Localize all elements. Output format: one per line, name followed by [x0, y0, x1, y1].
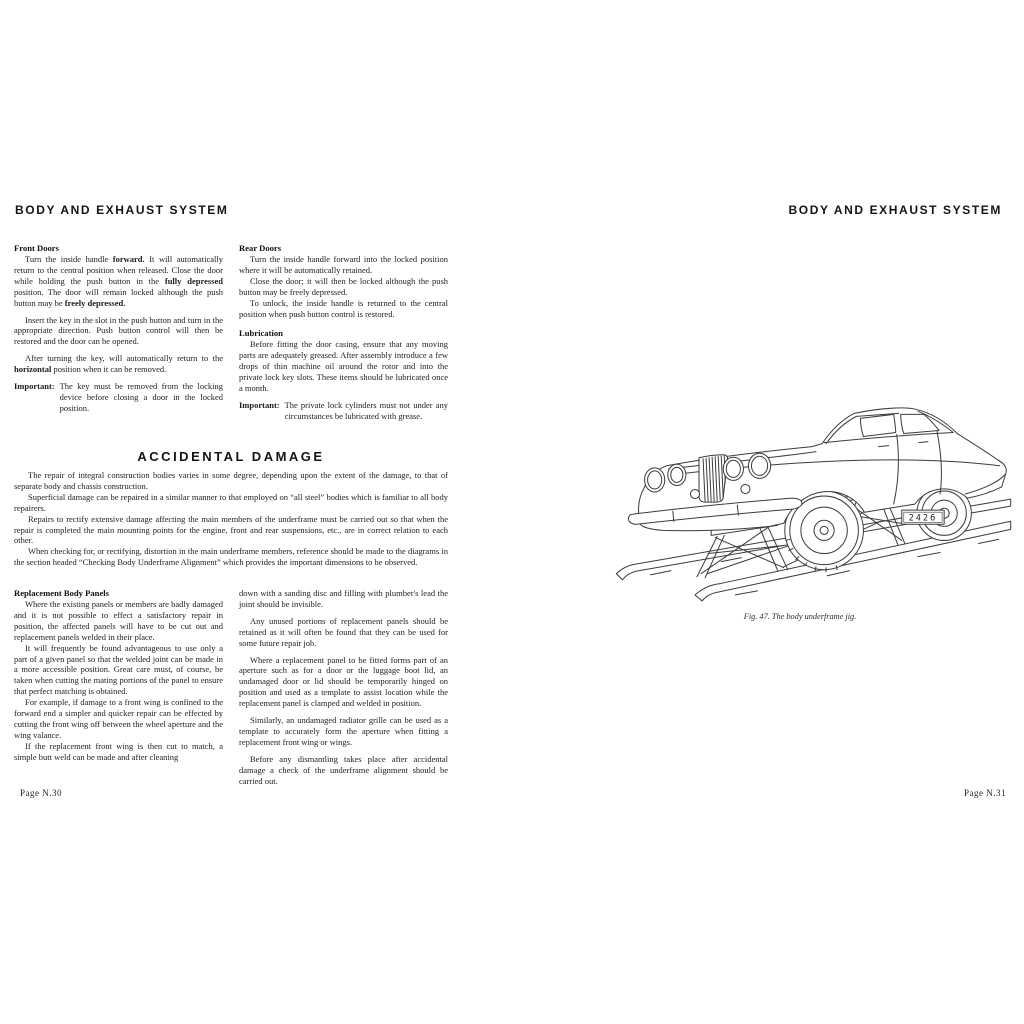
front-doors-section [14, 243, 223, 422]
replacement-panels-paragraph-8: Similarly, an undamaged radiator grille can be used as a template to accurately form the aperture when fitting a replacement front wing or wings. [239, 715, 448, 747]
rear-doors-paragraph-2: Close the door; it will then be locked although the push button may be freely depressed. [239, 275, 448, 297]
front-doors-paragraph-1: Turn the inside handle forward. It will automatically return to the central position when released. Close the door while holding the push button in the fully depressed position. The door will remain locked although the push button may be freely depressed. [14, 254, 223, 308]
replacement-panels-paragraph-6: Any unused portions of replacement panels should be retained as it will often be found that they can be used for some future repair job. [239, 615, 448, 648]
accidental-damage-paragraph-4: When checking for, or rectifying, distortion in the main underframe members, reference should be made to the diagrams in the section headed “Checking Body Underframe Alignment” which provides the important dimensions to be observed. [14, 546, 448, 568]
important-text: The key must be removed from the locking device before closing a door in the locked position. [59, 381, 223, 413]
replacement-panels-paragraph-2: It will frequently be found advantageous to use only a part of a given panel so that the welded joint can be made in a more accessible position. Great care must, of course, be taken when cutting the mating portions of the panel to ensure that perfect matching is obtained. [14, 642, 223, 697]
lubrication-important-note [239, 400, 448, 422]
figure-caption: Fig. 47. The body underframe jig. [743, 612, 857, 621]
body-underframe-jig-illustration [610, 372, 1014, 606]
fog-lamp-left [690, 490, 699, 499]
left-page-number: Page N.30 [20, 788, 62, 798]
front-doors-paragraph-2: Insert the key in the slot in the push button and turn in the appropriate direction. Push button control will then be restored and the door can be opened. [14, 314, 223, 347]
left-page-header: BODY AND EXHAUST SYSTEM [15, 203, 229, 217]
lubrication-heading: Lubrication [239, 328, 283, 339]
radiator-grille [699, 455, 728, 502]
front-doors-heading: Front Doors [14, 243, 59, 253]
replacement-panels-paragraph-9: Before any dismantling takes place after accidental damage a check of the underframe alignment should be carried out. [239, 753, 448, 786]
important-label: Important: [14, 381, 55, 392]
accidental-damage-heading: ACCIDENTAL DAMAGE [137, 449, 325, 464]
replacement-panels-column-left [14, 588, 223, 787]
front-doors-paragraph-3: After turning the key, will automatically return to the horizontal position when it can be removed. [14, 353, 223, 375]
front-doors-important-note [14, 381, 223, 414]
rear-doors-paragraph-3: To unlock, the inside handle is returned to the central position when push button control is restored. [239, 297, 448, 319]
jig-near-rail-flange [735, 539, 998, 594]
replacement-panels-paragraph-1: Where the existing panels or members are badly damaged and it is not possible to effect a satisfactory repair in position, the affected panels will have to be cut out and replacement panels welded in their place. [14, 599, 223, 642]
replacement-panels-heading: Replacement Body Panels [14, 588, 110, 598]
replacement-panels-paragraph-7: Where a replacement panel to be fitted forms part of an aperture such as for a door or the luggage boot lid, an undamaged door or lid should be temporarily hinged on position and used as a template to assist location while the replacement panel is clamped and welded in position. [239, 654, 448, 709]
figure-label: 2426 [908, 513, 938, 524]
rear-doors-paragraph-1: Turn the inside handle forward into the locked position where it will be automatically retained. [239, 254, 448, 275]
right-page-header: BODY AND EXHAUST SYSTEM [788, 203, 1002, 217]
fog-lamp-right [741, 484, 750, 493]
replacement-panels-paragraph-3: For example, if damage to a front wing is confined to the forward end a simpler and quicker repair can be effected by cutting the front wing off between the wheel aperture and the wing valance. [14, 697, 223, 740]
accidental-damage-paragraph-1: The repair of integral construction bodies varies in some degree, depending upon the extent of the damage, to that of separate body and chassis construction. [14, 470, 448, 491]
accidental-damage-paragraph-2: Superficial damage can be repaired in a similar manner to that employed on “all steel” bodies which is familiar to all body repairers. [14, 491, 448, 513]
underframe-jig-figure [610, 372, 1014, 606]
rear-doors-heading: Rear Doors [239, 243, 282, 253]
bottom-columns [14, 588, 448, 787]
lubrication-paragraph-1: Before fitting the door casing, ensure that any moving parts are adequately greased. After assembly introduce a few drops of thin machine oil around the rotor and into the private lock key slots. These items should be lubricated once a month. [239, 339, 448, 394]
important-text: The private lock cylinders must not under any circumstances be lubricated with grease. [284, 399, 448, 421]
right-page-number: Page N.31 [964, 788, 1006, 798]
top-columns [14, 243, 448, 422]
accidental-damage-intro [14, 470, 448, 568]
replacement-panels-column-right [239, 588, 448, 787]
accidental-damage-paragraph-3: Repairs to rectify extensive damage affecting the main members of the underframe must be carried out so that when the repair is completed the main mounting points for the engine, front and rear suspensions, etc., are in correct relation to each other. [14, 513, 448, 546]
replacement-panels-paragraph-4: If the replacement front wing is then cut to match, a simple butt weld can be made and after cleaning [14, 740, 223, 762]
rear-doors-lubrication-column [239, 243, 448, 422]
important-label: Important: [239, 399, 280, 410]
replacement-panels-paragraph-5: down with a sanding disc and filling with plumber's lead the joint should be invisible. [239, 588, 448, 609]
